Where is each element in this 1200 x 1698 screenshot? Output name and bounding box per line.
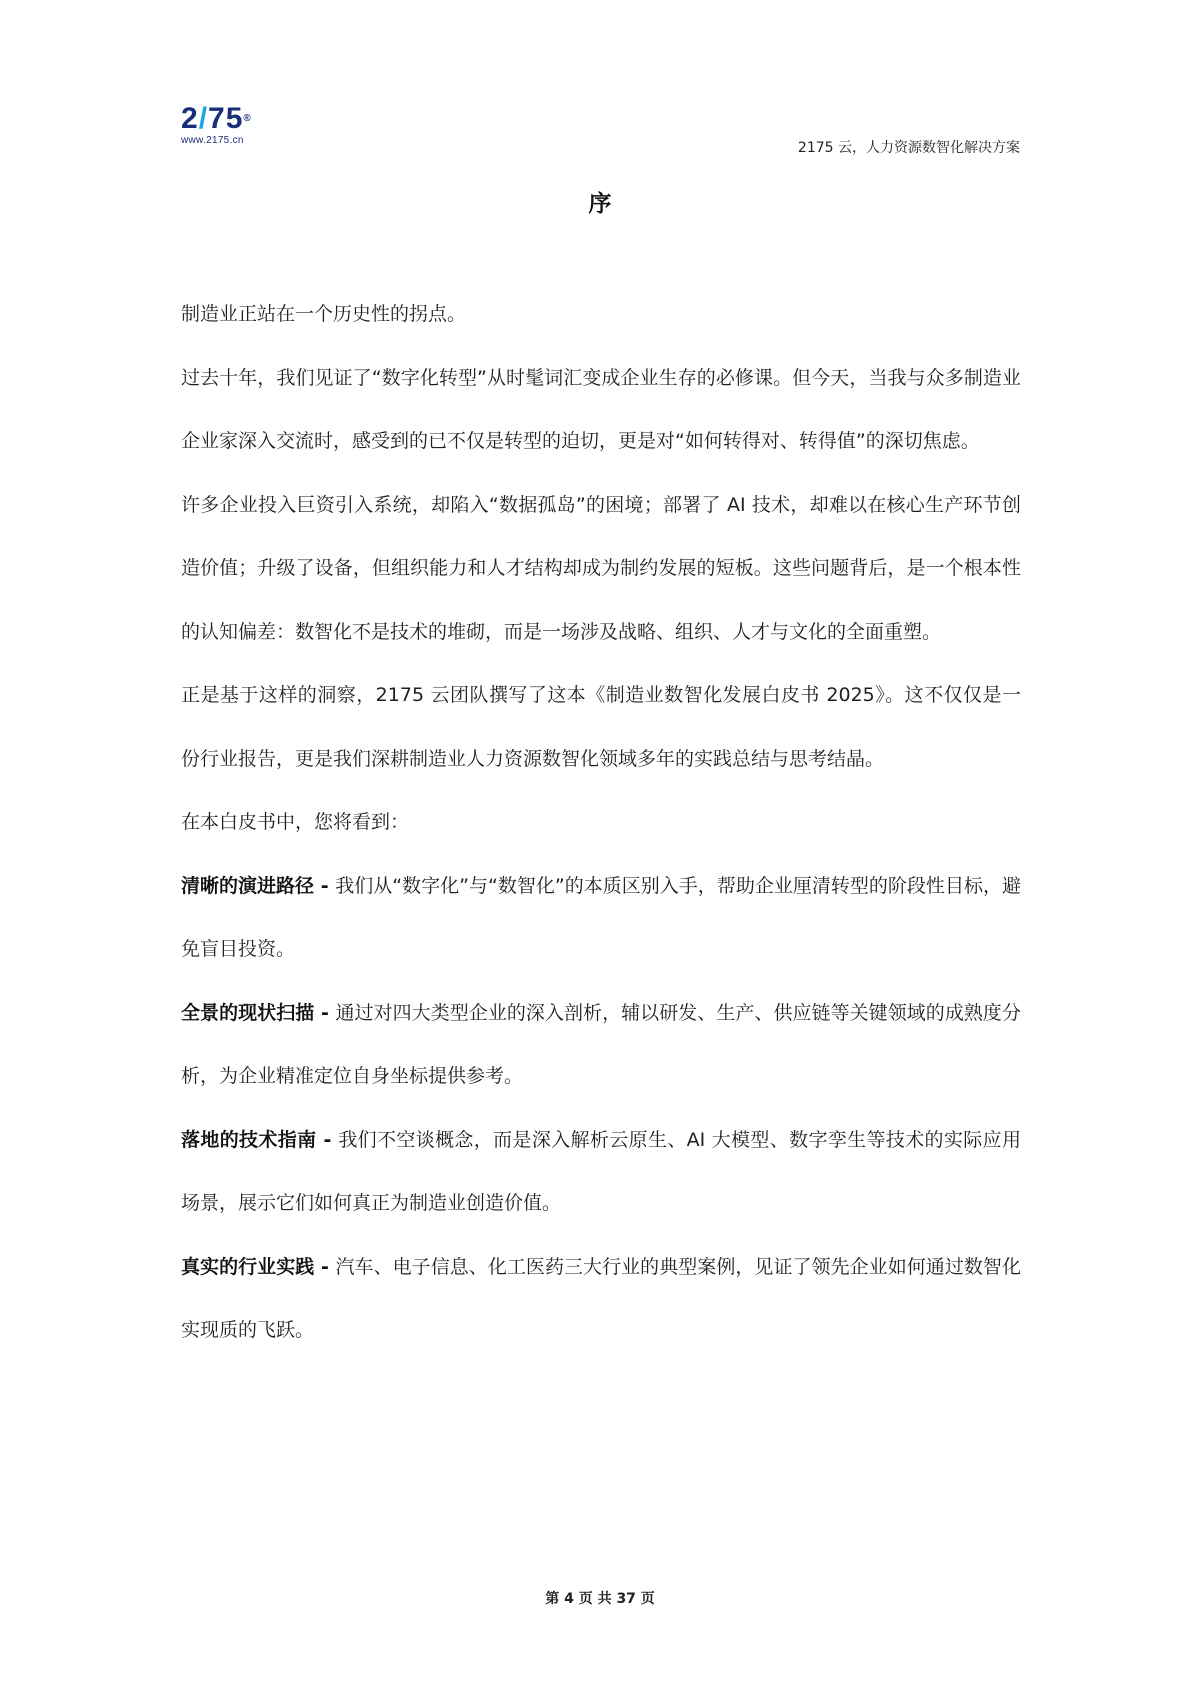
paragraph: 过去十年，我们见证了“数字化转型”从时髦词汇变成企业生存的必修课。但今天，当我与众多制造业企业家深入交流时，感受到的已不仅是转型的迫切，更是对“如何转得对、转得值”的深切焦虑。 [181,366,1021,452]
paragraph: 在本白皮书中，您将看到： [181,811,410,833]
highlight-item [181,1109,1021,1236]
highlight-text: 我们不空谈概念，而是深入解析云原生、AI 大模型、数字孪生等技术的实际应用场景，展示它们如何真正为制造业创造价值。 [181,1128,1021,1214]
body-text [181,283,1021,1363]
highlight-separator: - [314,1255,336,1278]
highlight-item [181,855,1021,982]
logo-url: www.2175.cn [181,135,244,146]
highlight-item [181,982,1021,1109]
company-logo [181,104,301,146]
highlight-label: 真实的行业实践 [181,1255,315,1278]
highlight-text: 通过对四大类型企业的深入剖析，辅以研发、生产、供应链等关键领域的成熟度分析，为企业精准定位自身坐标提供参考。 [181,1001,1021,1087]
logo-mark: 2/75® [181,102,252,135]
paragraph: 许多企业投入巨资引入系统，却陷入“数据孤岛”的困境；部署了 AI 技术，却难以在核心生产环节创造价值；升级了设备，但组织能力和人才结构却成为制约发展的短板。这些问题背后，是一个根本性的认知偏差：数智化不是技术的堆砌，而是一场涉及战略、组织、人才与文化的全面重塑。 [181,493,1021,643]
highlight-label: 落地的技术指南 [181,1128,317,1151]
highlight-label: 全景的现状扫描 [181,1001,315,1024]
header-tagline: 2175 云，人力资源数智化解决方案 [797,140,1020,156]
paragraph: 正是基于这样的洞察，2175 云团队撰写了这本《制造业数智化发展白皮书 2025》。这不仅仅是一份行业报告，更是我们深耕制造业人力资源数智化领域多年的实践总结与思考结晶。 [181,684,1021,770]
highlight-text: 汽车、电子信息、化工医药三大行业的典型案例，见证了领先企业如何通过数智化实现质的飞跃。 [181,1255,1021,1341]
highlight-item [181,1236,1021,1363]
paragraph: 制造业正站在一个历史性的拐点。 [181,303,467,325]
highlight-label: 清晰的演进路径 [181,874,315,897]
page-title: 序 [588,191,612,217]
highlight-separator: - [316,1128,339,1151]
highlight-separator: - [314,1001,336,1024]
highlight-text: 我们从“数字化”与“数智化”的本质区别入手，帮助企业厘清转型的阶段性目标，避免盲目投资。 [181,874,1021,960]
page-number: 第 4 页 共 37 页 [545,1591,655,1607]
highlight-separator: - [314,874,336,897]
